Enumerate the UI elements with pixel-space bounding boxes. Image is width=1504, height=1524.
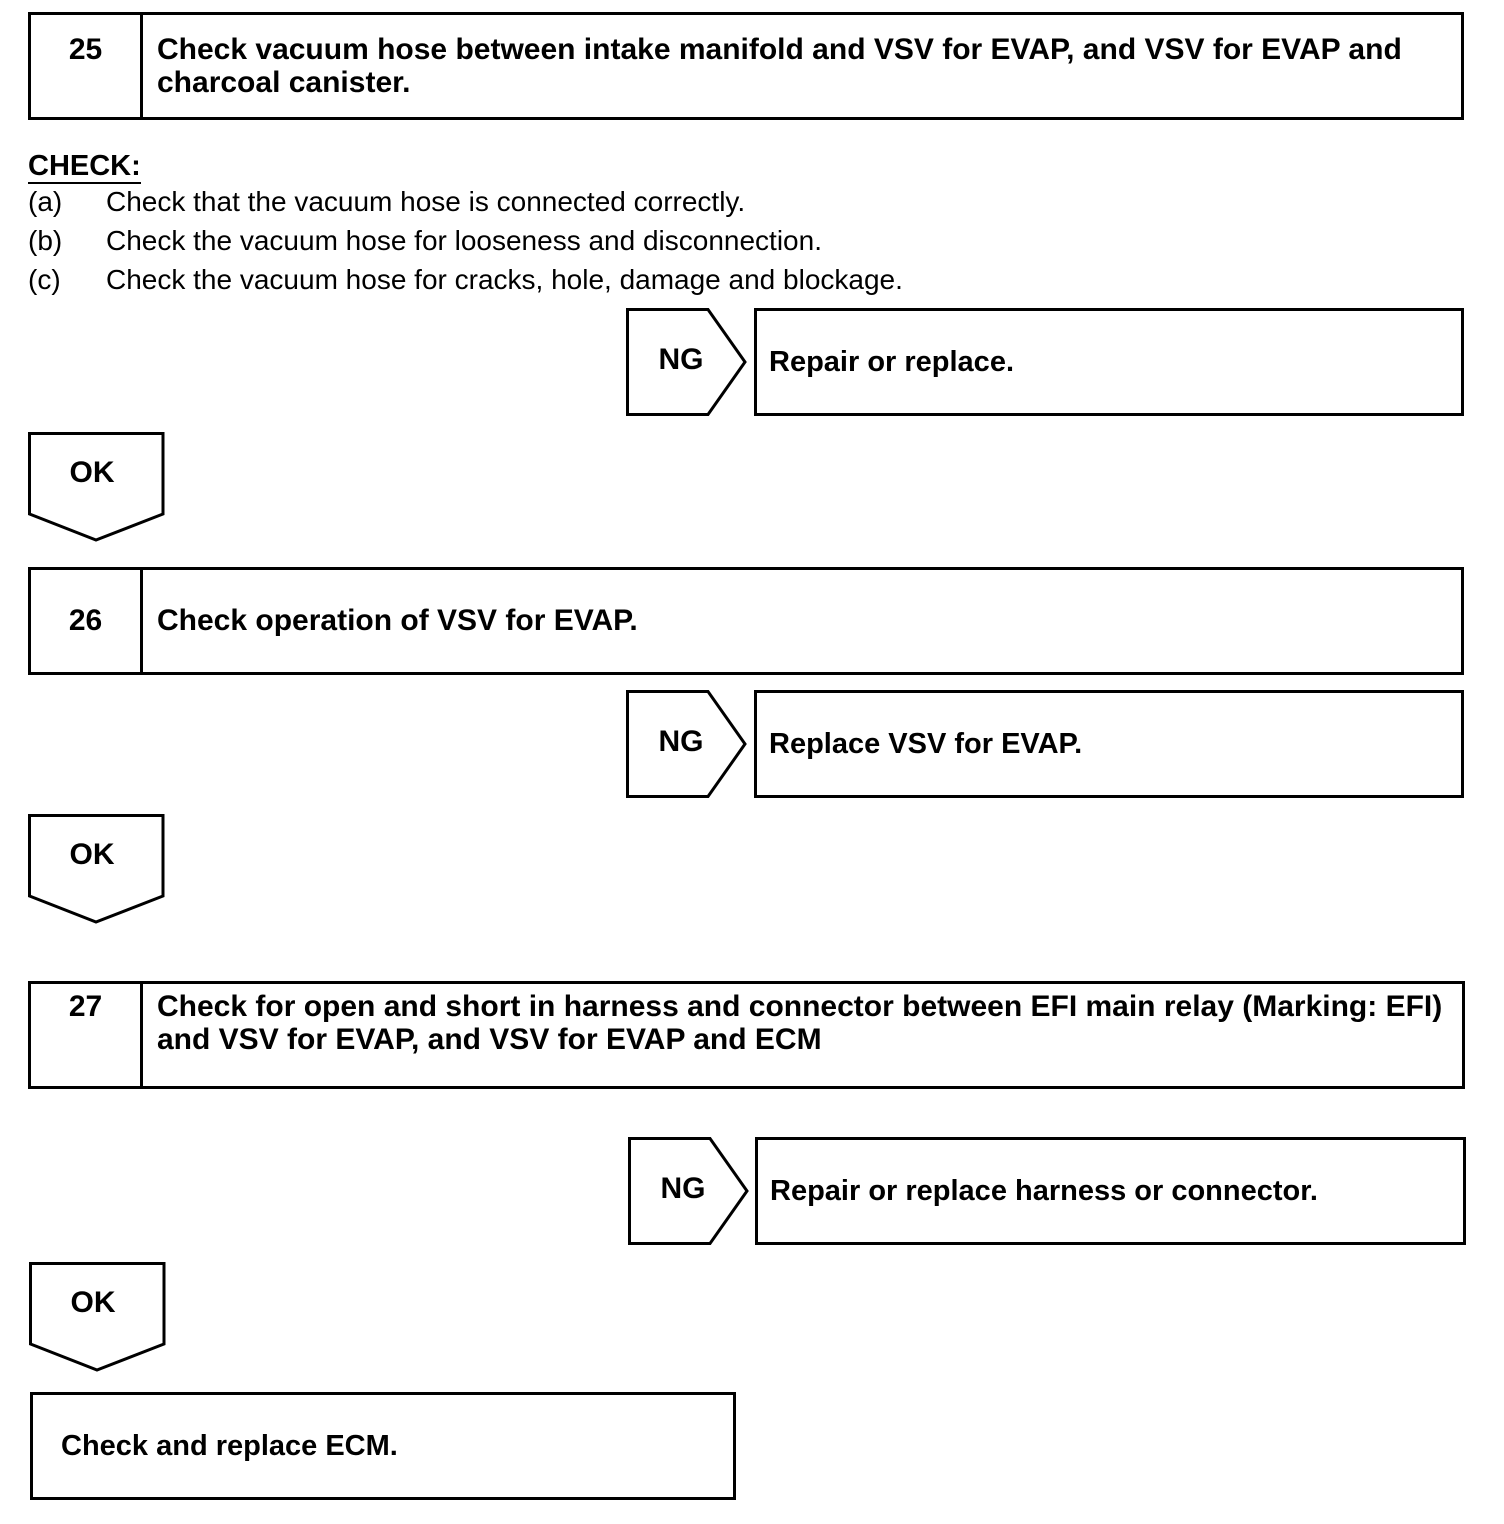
step-title: Check for open and short in harness and connector between EFI main relay (Marking: EFI) and VSV for EVAP, and VSV for EVAP and ECM	[157, 990, 1443, 1056]
ng-label: NG	[658, 725, 704, 758]
check-item	[28, 186, 1128, 218]
check-item-text: Check the vacuum hose for cracks, hole, damage and blockage.	[106, 264, 903, 295]
ng-label: NG	[660, 1172, 706, 1205]
step-title: Check operation of VSV for EVAP.	[157, 604, 638, 637]
ok-label: OK	[69, 456, 115, 489]
ng-label: NG	[658, 343, 704, 376]
step-number: 27	[31, 984, 143, 1086]
ok-label: OK	[70, 1286, 116, 1319]
check-heading: CHECK:	[28, 150, 141, 182]
check-item-label: (a)	[28, 186, 63, 217]
check-item	[28, 264, 1128, 296]
check-section	[28, 150, 1128, 296]
check-item-text: Check the vacuum hose for looseness and disconnection.	[106, 225, 822, 256]
final-action-box: Check and replace ECM.	[30, 1392, 736, 1500]
check-item-text: Check that the vacuum hose is connected correctly.	[106, 186, 746, 217]
step-title: Check vacuum hose between intake manifold and VSV for EVAP, and VSV for EVAP and charcoal canister.	[157, 33, 1402, 99]
step-number: 25	[31, 15, 143, 117]
check-item	[28, 225, 1128, 257]
ng-action-box: Repair or replace.	[754, 308, 1464, 416]
ok-label: OK	[69, 838, 115, 871]
step-number: 26	[31, 570, 143, 672]
ng-action-box: Replace VSV for EVAP.	[754, 690, 1464, 798]
step-25-box	[28, 12, 1464, 120]
step-27-box	[28, 981, 1465, 1089]
step-26-box	[28, 567, 1464, 675]
ng-action-box: Repair or replace harness or connector.	[755, 1137, 1466, 1245]
check-item-label: (c)	[28, 264, 61, 295]
check-item-label: (b)	[28, 225, 63, 256]
